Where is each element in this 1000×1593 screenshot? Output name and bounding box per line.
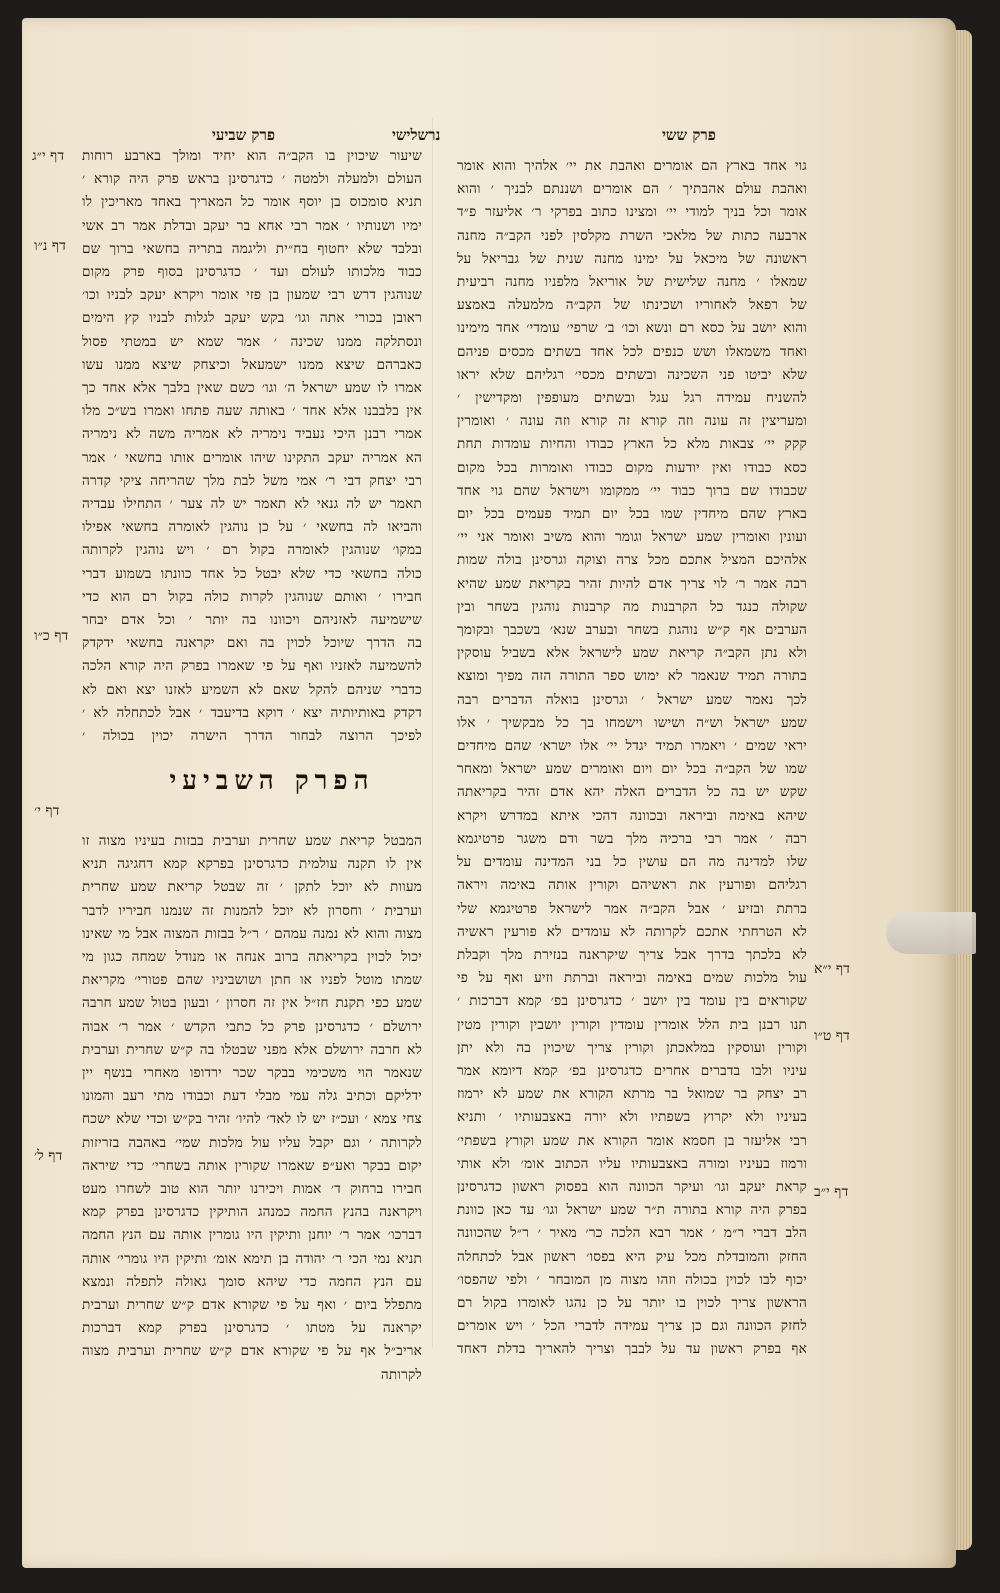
- text-line: מעוות לא יוכל לתקן ׳ זה שבטל קריאת שמע שחרית: [82, 879, 422, 896]
- text-line: שיעור שיכוין בו הקב״ה הוא יחיד ומולך בארבע רוחות: [82, 148, 422, 164]
- text-line: קראת יעקב וגו׳ ועיקר הכוונה הוא בפסוק ראשון כדגרסינן: [457, 1178, 807, 1195]
- text-line: כאברהם שיצא ממנו ישמעאל וכיצחק שיצא ממנו עשו: [82, 356, 422, 373]
- text-line: רב יצחק בר שמואל בר מרתא הקורא את שמע לא ירמוז: [457, 1086, 807, 1103]
- text-line: הלב דברי ר״מ ׳ אמר רבא הלכה כר׳ מאיר ׳ ר״ל שהכוונה: [457, 1225, 807, 1242]
- text-line: קקק יי׳ צבאות מלא כל הארץ כבודו והחיות עומדות תחת: [457, 436, 807, 453]
- text-line: כבוד מלכותו לעולם ועד ׳ כדגרסינן בסוף פרק מקום: [82, 264, 422, 281]
- text-line: לא הטרחתי אתכם לקרותה לא עומדים לא פורעין ראשיה: [457, 923, 807, 940]
- text-line: רבי יצחק דבי ר׳ אמי משל לבת מלך שהריחה ציקי קדרה: [82, 472, 422, 489]
- text-line: אמרו לו שמע ישראל ה׳ וגו׳ כשם שאין בלבך אלא אחד כך: [82, 380, 422, 397]
- text-line: הראשון צריך לכוין בו יותר על כן נהגו לאומרו בקול רם: [457, 1294, 807, 1311]
- text-line: אין בלבבנו אלא אחד ׳ באותה שעה פתחו ואמרו בש״כ מלו: [82, 403, 422, 420]
- text-line: אף בפרק ראשון עד על לבבך וצריך להאריך בדלת דאחד: [457, 1341, 807, 1358]
- text-line: עול מלכות שמים באימה וביראה וברתת וזיע ואף על פי: [457, 970, 807, 987]
- text-line: בארץ שהם מיחדין שמו בכל יום תמיד פעמים בכל יום: [457, 506, 807, 523]
- text-line: תנו רבנן בית הלל אומרין עומדין וקורין יושבין וקורין מטין: [457, 1016, 807, 1033]
- text-line: יכוף לבו לכוין בכולה וזהו מצוה מן המובחר ׳ ולפי שהפסו׳: [457, 1271, 807, 1288]
- text-line: חבירו ברחוק ד׳ אמות ויכירנו יותר הוא טוב לשחרו מעט: [82, 1181, 422, 1198]
- text-line: גוי אחד בארץ הם אומרים ואהבת את יי׳ אלהיך והוא אומר: [457, 158, 807, 174]
- text-line: לקרותה ׳ וגם יקבל עליו עול מלכות שמי׳ באהבה בזריזות: [82, 1134, 422, 1151]
- text-line: כדברי שניהם להקל שאם לא השמיע לאזנו יצא ואם לא: [82, 681, 422, 698]
- text-line: ואהבת עולם אהבתיך ׳ הם אומרים ושננתם לבניך ׳ והוא: [457, 181, 807, 198]
- text-line: שמתו מוטל לפניו או חתן ושושביניו שהם פטורי׳ מקריאת: [82, 972, 422, 989]
- text-line: ורמוז בעיניו ומורה באצבעותיו עליו הכתוב אומ׳ ולא אותי: [457, 1155, 807, 1172]
- text-line: אומר וכל בניך למודי יי׳ ומצינו כתוב בפרקי ר׳ אליעזר פ״ד: [457, 204, 807, 221]
- text-line: ולא נתן הקב״ה קריאת שמע לישראל אלא בשביל עוסקין: [457, 645, 807, 662]
- text-line: להשניח עמידה רגל עגל ובשתים מעופפין ומקדישין ׳: [457, 390, 807, 407]
- text-line: תניא סומכוס בן יוסף אומר כל המאריך באחד מאריכין לו: [82, 194, 422, 211]
- text-line: שמע כפי תקנת חז״ל אין זה חסרון ׳ ובעון בטול שמע חרבה: [82, 995, 422, 1012]
- text-line: מצוה והוא לא נמנה עמהם ׳ ר״ל בבזות המצוה אבל מי שאינו: [82, 925, 422, 942]
- left-column-text-top: [82, 145, 422, 748]
- text-line: והוא יושב על כסא רם ונשא וכו׳ ב׳ שרפי׳ עומדי׳ אחד מימינו: [457, 320, 807, 337]
- text-line: אריב״ל אף על פי שקורא אדם ק״ש שחרית וערבית מצוה: [82, 1343, 422, 1360]
- text-line: עיניו ולבו בדברים אחרים כדגרסינן בפ׳ קמא דיומא אמר: [457, 1062, 807, 1079]
- header-left: פרק שביעי: [212, 126, 275, 144]
- text-line: אמרי רבנן היכי נעביד נימריה לא אמריה משה לא נימריה: [82, 426, 422, 443]
- text-line: שקש יש בה כל הדברים האלה יהא אדם זהיר בקריאתה: [457, 784, 807, 801]
- book-page: [22, 18, 956, 1568]
- text-line: ראובן בכורי אתה וגו׳ בקש יעקב לגלות לבניו קץ הימים: [82, 310, 422, 327]
- text-line: שנאמר הוי משכימי בבקר שכר ירדופו מאחרי בנשף יין: [82, 1065, 422, 1082]
- left-column-text-bottom: [82, 830, 422, 1387]
- text-line: ואחד משמאלו ושש כנפים לכל אחד בשתים מכסים פניהם: [457, 343, 807, 360]
- text-line: המבטל קריאת שמע שחרית וערבית בבזות בעיניו מצוה זו: [82, 833, 422, 849]
- header-center: נרשלישי: [392, 126, 441, 144]
- text-line: ועונין ואומרין שמע ישראל וגומר והוא משיב ואומר אני יי׳: [457, 529, 807, 546]
- margin-note: דף כ״ו: [34, 628, 69, 644]
- text-line: לפיכך הרוצה לבחור הדרך הישרה יכוין בכולה ׳: [82, 728, 422, 745]
- margin-note: דף ל׳: [34, 1148, 63, 1164]
- text-line: כסא כבודו ואין יודעות מקום כבודו ואומרות בכל מקום: [457, 459, 807, 476]
- text-line: בפרק היה קורא בתורה ת״ר שמע ישראל וגו׳ עד כאן כוונת: [457, 1202, 807, 1219]
- text-line: וערבית ׳ וחסרון לא יוכל להמנות זה שנמנו חביריו לדבר: [82, 902, 422, 919]
- text-line: יראי שמים ׳ ויאמרו תמיד יגדל יי׳ אלו ישרא׳ שהם מיחדים: [457, 738, 807, 755]
- text-line: לחזק הכוונה וגם כן צריך עמידה לדברי הכל ׳ ויש אומרים: [457, 1318, 807, 1335]
- text-line: ירושלם ׳ כדגרסינן פרק כל כתבי הקדש ׳ אמר ר׳ אבוה: [82, 1018, 422, 1035]
- text-line: ברתת ובזיע ׳ אבל הקב״ה אמר לישראל פרטיגמא שלי: [457, 900, 807, 917]
- right-column-text: [457, 155, 807, 1362]
- text-line: ונסתלקה ממנו שכינה ׳ אמר שמא יש במטתי פסול: [82, 333, 422, 350]
- text-line: שמו של הקב״ה בכל יום ויום ואומרים שמע ישראל ומאחר: [457, 761, 807, 778]
- text-line: הערבים אף ק״ש נוהגת בשחר ובערב שנא׳ בשכבך ובקומך: [457, 622, 807, 639]
- text-line: יכול לכוין בקריאתה ברוב אנחה או מנודל שמחה כגון מי: [82, 949, 422, 966]
- text-line: שנוהגין דרש רבי שמעון בן פזי אומר ויקרא יעקב לבניו וכו׳: [82, 287, 422, 304]
- text-line: רבה אמר ר׳ לוי צריך אדם להיות זהיר בקריאת שמע שהיא: [457, 575, 807, 592]
- text-line: לכך נאמר שמע ישראל ׳ וגרסינן בואלה הדברים רבה: [457, 691, 807, 708]
- text-line: רבה ׳ אמר רבי ברכיה מלך בשר ודם משגר פרטיגמא: [457, 830, 807, 847]
- header-right: פרק ששי: [662, 126, 716, 144]
- text-line: ובלבד שלא יחטוף בח״ית וליגמה בתריה בחשאי ברוך שם: [82, 240, 422, 257]
- text-line: ימיו ושנותיו ׳ אמר רבי אחא בר יעקב ובדלת אמר רב אשי: [82, 217, 422, 234]
- text-line: הא אמריה יעקב התקינו שיהו אומרים אותו בחשאי ׳ אמר: [82, 449, 422, 466]
- text-line: רבי אליעזר בן חסמא אומר הקורא את שמע וקורץ בשפתי׳: [457, 1132, 807, 1149]
- text-line: ראשונה של מיכאל על ימינו מחנה שנית של גבריאל על: [457, 250, 807, 267]
- text-line: עם הנץ החמה כדי שיהא סומך גאולה לתפלה ונמצא: [82, 1273, 422, 1290]
- text-line: ומעריצין זה עונה וזה קורא זה קורא וזה עונה ׳ ואומרין: [457, 413, 807, 430]
- margin-note: דף י״ב: [814, 1184, 849, 1200]
- text-line: יקום בבקר ואע״פ שאמרו שקורין אותה בשחרי׳ כדי שיראה: [82, 1157, 422, 1174]
- text-line: להשמיעה לאזניו ואף על פי שאמרו בפרק היה קורא הלכה: [82, 658, 422, 675]
- text-line: שישמיעה לאזניהם ויכוונו בה יותר ׳ וכל אדם יבחר: [82, 612, 422, 629]
- margin-note: דף י׳: [34, 803, 60, 819]
- margin-note: דף י״א: [814, 961, 850, 977]
- text-line: והביאו לה בחשאי ׳ על כן נוהגין לאומרה בחשאי אפילו: [82, 519, 422, 536]
- text-line: אין לו תקנה עולמית כדגרסינן בפרקא קמא דחגיגה תניא: [82, 856, 422, 873]
- text-line: תניא נמי הכי ר׳ יהודה בן תימא אומ׳ ותיקין היו גומרי׳ אותה: [82, 1250, 422, 1267]
- margin-note: דף ט״ו: [814, 1028, 850, 1044]
- margin-note: דף נ״ו: [34, 238, 66, 254]
- text-line: וקורין ועוסקין במלאכתן וקורין צריך שיכוין בה ולא יתן: [457, 1039, 807, 1056]
- text-line: ידליקם וכתיב גלה עמי מבלי דעת וכבודו מתי רעב והמונו: [82, 1088, 422, 1105]
- chapter-title: הפרק השביעי: [169, 766, 375, 796]
- text-line: מתפלל ביום ׳ ואף על פי שקורא אדם ק״ש שחרית וערבית: [82, 1297, 422, 1314]
- text-line: חבירו ׳ ואותם שנוהגין לקרות כולה בקול רם הוא כדי: [82, 588, 422, 605]
- text-line: של רפאל לאחוריו ושכינתו של הקב״ה מלמעלה באמצע: [457, 297, 807, 314]
- text-line: ויקראנה בהנץ החמה כמנהג הותיקין כדגרסינן בפרק קמא: [82, 1204, 422, 1221]
- text-line: שמאלו ׳ מחנה שלישית של אוריאל מלפניו מחנה רביעית: [457, 274, 807, 291]
- text-line: בתורה תמיד שנאמר לא ימוש ספר התורה הזה מפיך ומוצא: [457, 668, 807, 685]
- text-line: בעיניו ולא יקרוץ בשפתיו ולא יורה באצבעותיו ׳ ותניא: [457, 1109, 807, 1126]
- text-line: לקרותה: [380, 1366, 422, 1383]
- text-line: העולם ולמעלה ולמטה ׳ כדגרסינן בראש פרק היה קורא ׳: [82, 171, 422, 188]
- text-line: אלהיכם המציל אתכם מכל צרה וצוקה וגרסינן בולה שמות: [457, 552, 807, 569]
- text-line: דקדק באותיותיה יצא ׳ דוקא בדיעבד ׳ אבל לכתחלה לא ׳: [82, 704, 422, 721]
- text-line: החזק והמובדלת מכל עיק היא בפסו׳ ראשון אבל לכתחלה: [457, 1248, 807, 1265]
- text-line: שקולה כנגד כל הקרבנות מה קרבנות נוהגין בשחר ובין: [457, 598, 807, 615]
- text-line: שלו למדינה מה הם עושין כל בני המדינה עומדים על: [457, 854, 807, 871]
- text-line: כולה בחשאי כדי שלא יבטל כל אחד כוונתו בשמוע דברי: [82, 565, 422, 582]
- text-line: שלא יביטו פני השכינה ובשתים מכסי׳ רגליהם שלא יראו: [457, 366, 807, 383]
- text-line: שקוראים בין עומד בין יושב ׳ כדגרסינן בפ׳ קמא דברכות ׳: [457, 993, 807, 1010]
- margin-note: דף י״ג: [32, 148, 65, 164]
- text-line: לא בלכתך בדרך אבל צריך שיקראנה בנזירת מלך וקבלת: [457, 946, 807, 963]
- page-clip: [886, 912, 976, 954]
- text-line: לא חרבה ירושלם אלא מפני שבטלו בה ק״ש שחרית וערבית: [82, 1041, 422, 1058]
- text-line: במקו׳ שנוהגין לאומרה בקול רם ׳ ויש נוהגין לקרותה: [82, 542, 422, 559]
- text-line: ארבעה כתות של מלאכי השרת מקלסין לפני הקב״ה מחנה: [457, 227, 807, 244]
- text-line: יקראנה על מטתו ׳ כדגרסינן בפרק קמא דברכות: [82, 1320, 422, 1337]
- text-line: שכבודו שם ברוך כבוד יי׳ ממקומו וישראל שהם גוי אחד: [457, 482, 807, 499]
- text-line: רגליהם ופורעין את ראשיהם וקורין אותה באימה ויראה: [457, 877, 807, 894]
- text-line: צחי צמא ׳ ועכ״ז יש לו לאד׳ להיו׳ זהיר בק״ש וכדי שלא ישכח: [82, 1111, 422, 1128]
- text-line: שמע ישראל וש״ה ושישו וישמחו בך כל מבקשיך ׳ אלו: [457, 714, 807, 731]
- text-line: בה הדרך שיוכל לכוין בה ואם יקראנה בחשאי ידקדק: [82, 635, 422, 652]
- column-gutter: [432, 118, 433, 1348]
- text-line: דברכו׳ אמר ר׳ יוחנן ותיקין היו גומרין אותה עם הנץ החמה: [82, 1227, 422, 1244]
- text-line: תאמר יש לה גנאי לא תאמר יש לה צער ׳ התחילו עבדיה: [82, 496, 422, 513]
- text-line: שיהא באימה וביראה ובכוונה דהכי איתא במדרש ויקרא: [457, 807, 807, 824]
